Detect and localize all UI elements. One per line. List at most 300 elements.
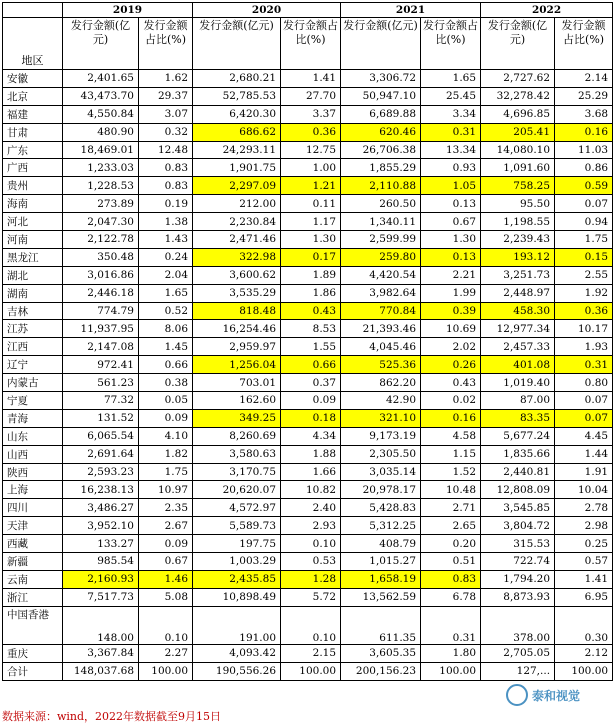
share-cell: 0.13 (421, 195, 481, 213)
amount-cell: 4,420.54 (341, 266, 421, 284)
amount-cell: 4,550.84 (63, 105, 139, 123)
amount-cell: 42.90 (341, 392, 421, 410)
amount-cell: 273.89 (63, 195, 139, 213)
table-row (3, 87, 613, 105)
amount-cell: 148,037.68 (63, 662, 139, 680)
amount-cell: 2,147.08 (63, 338, 139, 356)
amount-cell: 770.84 (341, 302, 421, 320)
share-cell: 3.37 (281, 105, 341, 123)
region-cell: 安徽 (3, 70, 63, 88)
watermark-logo-icon (506, 684, 528, 706)
share-cell: 0.86 (555, 159, 613, 177)
amount-cell: 11,937.95 (63, 320, 139, 338)
table-row (3, 499, 613, 517)
year-header-blank (3, 3, 63, 18)
region-cell: 甘肃 (3, 123, 63, 141)
region-cell: 江西 (3, 338, 63, 356)
amount-cell: 4,093.42 (193, 644, 281, 662)
amount-cell: 16,238.13 (63, 481, 139, 499)
amount-cell: 3,952.10 (63, 517, 139, 535)
share-cell: 1.86 (281, 284, 341, 302)
amount-cell: 3,804.72 (481, 517, 555, 535)
amount-cell: 561.23 (63, 374, 139, 392)
amount-cell: 2,305.50 (341, 445, 421, 463)
table-row (3, 266, 613, 284)
share-cell: 1.66 (281, 463, 341, 481)
amount-cell: 2,297.09 (193, 177, 281, 195)
share-cell: 4.10 (139, 427, 193, 445)
share-cell: 0.31 (421, 123, 481, 141)
amount-cell: 8,873.93 (481, 588, 555, 606)
share-cell: 0.43 (281, 302, 341, 320)
share-cell: 2.71 (421, 499, 481, 517)
amount-cell: 2,599.99 (341, 231, 421, 249)
share-cell: 1.05 (421, 177, 481, 195)
table-row (3, 320, 613, 338)
region-cell: 北京 (3, 87, 63, 105)
amount-cell: 21,393.46 (341, 320, 421, 338)
region-cell: 山西 (3, 445, 63, 463)
share-cell: 0.67 (421, 213, 481, 231)
share-cell: 0.37 (281, 374, 341, 392)
amount-cell: 620.46 (341, 123, 421, 141)
share-cell: 100.00 (421, 662, 481, 680)
share-cell: 1.21 (281, 177, 341, 195)
amount-cell: 12,808.09 (481, 481, 555, 499)
amount-cell: 774.79 (63, 302, 139, 320)
share-cell: 3.34 (421, 105, 481, 123)
share-cell: 1.43 (139, 231, 193, 249)
amount-cell: 4,572.97 (193, 499, 281, 517)
share-cell: 2.12 (555, 644, 613, 662)
share-cell: 1.75 (555, 231, 613, 249)
amount-cell: 350.48 (63, 248, 139, 266)
share-cell: 0.02 (421, 392, 481, 410)
share-cell: 10.48 (421, 481, 481, 499)
table-row (3, 284, 613, 302)
amount-cell: 148.00 (63, 606, 139, 644)
amount-cell: 1,855.29 (341, 159, 421, 177)
amount-cell: 1,835.66 (481, 445, 555, 463)
amount-cell: 2,435.85 (193, 570, 281, 588)
share-cell: 2.14 (555, 70, 613, 88)
region-cell: 内蒙古 (3, 374, 63, 392)
table-row (3, 445, 613, 463)
amount-cell: 200,156.23 (341, 662, 421, 680)
amount-cell: 818.48 (193, 302, 281, 320)
amount-cell: 5,589.73 (193, 517, 281, 535)
amount-cell: 3,035.14 (341, 463, 421, 481)
share-cell: 0.59 (555, 177, 613, 195)
amount-cell: 6,420.30 (193, 105, 281, 123)
region-cell: 上海 (3, 481, 63, 499)
amount-cell: 458.30 (481, 302, 555, 320)
share-cell: 0.83 (139, 177, 193, 195)
share-cell: 0.09 (281, 392, 341, 410)
amount-cell: 133.27 (63, 535, 139, 553)
region-cell: 陕西 (3, 463, 63, 481)
table-row (3, 553, 613, 571)
table-row (3, 105, 613, 123)
table-row (3, 177, 613, 195)
share-cell: 2.55 (555, 266, 613, 284)
table-row (3, 427, 613, 445)
share-cell: 1.55 (281, 338, 341, 356)
share-cell: 0.05 (139, 392, 193, 410)
amount-cell: 2,160.93 (63, 570, 139, 588)
amount-cell: 321.10 (341, 409, 421, 427)
region-cell: 广西 (3, 159, 63, 177)
amount-cell: 1,794.20 (481, 570, 555, 588)
share-header-2021: 发行金额占比(%) (421, 18, 481, 70)
amount-cell: 3,016.86 (63, 266, 139, 284)
share-cell: 0.26 (421, 356, 481, 374)
amount-cell: 2,110.88 (341, 177, 421, 195)
region-cell: 西藏 (3, 535, 63, 553)
region-cell: 青海 (3, 409, 63, 427)
share-cell: 2.02 (421, 338, 481, 356)
share-cell: 5.08 (139, 588, 193, 606)
share-cell: 0.09 (139, 409, 193, 427)
share-cell: 8.06 (139, 320, 193, 338)
table-row (3, 248, 613, 266)
table-row (3, 213, 613, 231)
share-cell: 0.10 (281, 606, 341, 644)
bond-issuance-table-wrapper (2, 2, 612, 681)
share-cell: 0.10 (139, 606, 193, 644)
amount-cell: 378.00 (481, 606, 555, 644)
share-cell: 0.17 (281, 248, 341, 266)
amount-cell: 6,689.88 (341, 105, 421, 123)
table-row (3, 195, 613, 213)
share-cell: 0.07 (555, 409, 613, 427)
share-cell: 27.70 (281, 87, 341, 105)
share-cell: 1.30 (421, 231, 481, 249)
share-cell: 1.41 (281, 70, 341, 88)
share-cell: 11.03 (555, 141, 613, 159)
amount-cell: 260.50 (341, 195, 421, 213)
watermark-text: 泰和视觉 (532, 688, 581, 703)
share-cell: 0.09 (139, 535, 193, 553)
share-cell: 0.20 (421, 535, 481, 553)
amount-cell: 95.50 (481, 195, 555, 213)
amount-cell: 3,535.29 (193, 284, 281, 302)
table-row (3, 481, 613, 499)
share-cell: 1.44 (555, 445, 613, 463)
amount-cell: 8,260.69 (193, 427, 281, 445)
table-row (3, 570, 613, 588)
amount-cell: 2,440.81 (481, 463, 555, 481)
amount-cell: 193.12 (481, 248, 555, 266)
share-cell: 25.45 (421, 87, 481, 105)
amount-cell: 349.25 (193, 409, 281, 427)
table-row (3, 392, 613, 410)
amount-cell: 2,448.97 (481, 284, 555, 302)
share-cell: 1.38 (139, 213, 193, 231)
amount-cell: 127,... (481, 662, 555, 680)
region-cell: 天津 (3, 517, 63, 535)
amount-cell: 722.74 (481, 553, 555, 571)
region-cell: 中国香港 (3, 606, 63, 644)
share-cell: 0.32 (139, 123, 193, 141)
region-cell: 江苏 (3, 320, 63, 338)
table-row (3, 409, 613, 427)
share-header-2022: 发行金额占比(%) (555, 18, 613, 70)
share-cell: 10.17 (555, 320, 613, 338)
amount-cell: 32,278.42 (481, 87, 555, 105)
table-row (3, 463, 613, 481)
region-cell: 山东 (3, 427, 63, 445)
watermark (506, 680, 612, 710)
amount-header-2019: 发行金额(亿元) (63, 18, 139, 70)
share-cell: 0.38 (139, 374, 193, 392)
amount-cell: 83.35 (481, 409, 555, 427)
amount-cell: 1,003.29 (193, 553, 281, 571)
region-cell: 浙江 (3, 588, 63, 606)
region-cell: 合计 (3, 662, 63, 680)
amount-cell: 2,680.21 (193, 70, 281, 88)
region-cell: 贵州 (3, 177, 63, 195)
share-cell: 2.65 (421, 517, 481, 535)
amount-cell: 862.20 (341, 374, 421, 392)
amount-cell: 2,959.97 (193, 338, 281, 356)
amount-cell: 3,545.85 (481, 499, 555, 517)
amount-cell: 1,658.19 (341, 570, 421, 588)
share-cell: 2.78 (555, 499, 613, 517)
region-cell: 广东 (3, 141, 63, 159)
amount-header-2021: 发行金额(亿元) (341, 18, 421, 70)
amount-cell: 2,401.65 (63, 70, 139, 88)
share-cell: 0.43 (421, 374, 481, 392)
share-cell: 12.75 (281, 141, 341, 159)
amount-cell: 7,517.73 (63, 588, 139, 606)
share-cell: 2.04 (139, 266, 193, 284)
share-cell: 6.95 (555, 588, 613, 606)
share-cell: 0.07 (555, 392, 613, 410)
amount-cell: 16,254.46 (193, 320, 281, 338)
amount-cell: 6,065.54 (63, 427, 139, 445)
share-cell: 1.17 (281, 213, 341, 231)
region-cell: 云南 (3, 570, 63, 588)
amount-cell: 5,312.25 (341, 517, 421, 535)
amount-cell: 1,256.04 (193, 356, 281, 374)
amount-cell: 9,173.19 (341, 427, 421, 445)
amount-cell: 3,580.63 (193, 445, 281, 463)
region-cell: 黑龙江 (3, 248, 63, 266)
share-cell: 1.65 (139, 284, 193, 302)
amount-cell: 1,228.53 (63, 177, 139, 195)
amount-cell: 77.32 (63, 392, 139, 410)
amount-cell: 26,706.38 (341, 141, 421, 159)
table-row (3, 662, 613, 680)
share-cell: 1.65 (421, 70, 481, 88)
amount-cell: 408.79 (341, 535, 421, 553)
table-row (3, 588, 613, 606)
share-cell: 1.46 (139, 570, 193, 588)
share-cell: 6.78 (421, 588, 481, 606)
share-cell: 1.82 (139, 445, 193, 463)
region-cell: 湖南 (3, 284, 63, 302)
table-row (3, 123, 613, 141)
amount-cell: 24,293.11 (193, 141, 281, 159)
amount-cell: 259.80 (341, 248, 421, 266)
amount-cell: 14,080.10 (481, 141, 555, 159)
share-cell: 1.62 (139, 70, 193, 88)
amount-cell: 2,593.23 (63, 463, 139, 481)
amount-cell: 686.62 (193, 123, 281, 141)
share-cell: 0.15 (555, 248, 613, 266)
share-cell: 1.80 (421, 644, 481, 662)
share-cell: 1.92 (555, 284, 613, 302)
amount-cell: 2,457.33 (481, 338, 555, 356)
amount-cell: 1,198.55 (481, 213, 555, 231)
share-cell: 0.53 (281, 553, 341, 571)
table-row (3, 302, 613, 320)
year-header-2020: 2020 (193, 3, 341, 18)
amount-header-2020: 发行金额(亿元) (193, 18, 281, 70)
share-cell: 4.45 (555, 427, 613, 445)
amount-cell: 2,122.78 (63, 231, 139, 249)
share-cell: 2.98 (555, 517, 613, 535)
table-row (3, 535, 613, 553)
share-cell: 0.16 (421, 409, 481, 427)
share-cell: 0.25 (555, 535, 613, 553)
amount-cell: 13,562.59 (341, 588, 421, 606)
table-row (3, 517, 613, 535)
region-cell: 海南 (3, 195, 63, 213)
table-row (3, 356, 613, 374)
share-cell: 1.41 (555, 570, 613, 588)
amount-cell: 5,428.83 (341, 499, 421, 517)
region-cell: 辽宁 (3, 356, 63, 374)
amount-cell: 480.90 (63, 123, 139, 141)
share-cell: 1.45 (139, 338, 193, 356)
table-row (3, 606, 613, 644)
amount-cell: 3,982.64 (341, 284, 421, 302)
share-cell: 0.94 (555, 213, 613, 231)
amount-cell: 10,898.49 (193, 588, 281, 606)
region-cell: 河北 (3, 213, 63, 231)
share-cell: 0.07 (555, 195, 613, 213)
region-cell: 新疆 (3, 553, 63, 571)
share-cell: 100.00 (281, 662, 341, 680)
share-cell: 1.30 (281, 231, 341, 249)
share-cell: 1.28 (281, 570, 341, 588)
amount-cell: 1,019.40 (481, 374, 555, 392)
year-header-row (3, 3, 613, 18)
share-cell: 0.80 (555, 374, 613, 392)
share-cell: 3.68 (555, 105, 613, 123)
share-header-2019: 发行金额占比(%) (139, 18, 193, 70)
share-cell: 2.15 (281, 644, 341, 662)
region-cell: 重庆 (3, 644, 63, 662)
region-cell: 四川 (3, 499, 63, 517)
share-cell: 13.34 (421, 141, 481, 159)
share-cell: 0.10 (281, 535, 341, 553)
share-cell: 12.48 (139, 141, 193, 159)
share-cell: 1.75 (139, 463, 193, 481)
share-cell: 2.35 (139, 499, 193, 517)
share-cell: 0.83 (421, 570, 481, 588)
share-cell: 10.04 (555, 481, 613, 499)
share-cell: 3.07 (139, 105, 193, 123)
amount-cell: 2,446.18 (63, 284, 139, 302)
amount-cell: 2,230.84 (193, 213, 281, 231)
share-cell: 0.30 (555, 606, 613, 644)
share-cell: 2.93 (281, 517, 341, 535)
amount-cell: 191.00 (193, 606, 281, 644)
region-cell: 吉林 (3, 302, 63, 320)
share-cell: 0.66 (281, 356, 341, 374)
amount-cell: 3,600.62 (193, 266, 281, 284)
share-cell: 0.36 (555, 302, 613, 320)
amount-cell: 2,047.30 (63, 213, 139, 231)
amount-cell: 972.41 (63, 356, 139, 374)
amount-cell: 401.08 (481, 356, 555, 374)
share-cell: 0.13 (421, 248, 481, 266)
amount-cell: 315.53 (481, 535, 555, 553)
share-cell: 1.91 (555, 463, 613, 481)
share-cell: 1.00 (281, 159, 341, 177)
share-cell: 0.83 (139, 159, 193, 177)
amount-cell: 3,367.84 (63, 644, 139, 662)
amount-cell: 3,605.35 (341, 644, 421, 662)
amount-cell: 212.00 (193, 195, 281, 213)
share-cell: 0.19 (139, 195, 193, 213)
amount-cell: 985.54 (63, 553, 139, 571)
amount-cell: 3,251.73 (481, 266, 555, 284)
amount-cell: 52,785.53 (193, 87, 281, 105)
amount-cell: 758.25 (481, 177, 555, 195)
region-cell: 宁夏 (3, 392, 63, 410)
share-cell: 4.58 (421, 427, 481, 445)
table-row (3, 231, 613, 249)
amount-header-2022: 发行金额(亿元) (481, 18, 555, 70)
share-cell: 0.16 (555, 123, 613, 141)
share-cell: 0.66 (139, 356, 193, 374)
share-cell: 0.31 (421, 606, 481, 644)
share-cell: 1.15 (421, 445, 481, 463)
amount-cell: 197.75 (193, 535, 281, 553)
share-cell: 0.52 (139, 302, 193, 320)
share-cell: 5.72 (281, 588, 341, 606)
share-cell: 2.40 (281, 499, 341, 517)
share-cell: 10.82 (281, 481, 341, 499)
share-cell: 0.93 (421, 159, 481, 177)
bond-issuance-table (2, 2, 613, 681)
share-header-2020: 发行金额占比(%) (281, 18, 341, 70)
share-cell: 2.67 (139, 517, 193, 535)
table-body (3, 70, 613, 681)
amount-cell: 1,233.03 (63, 159, 139, 177)
share-cell: 0.67 (139, 553, 193, 571)
share-cell: 2.27 (139, 644, 193, 662)
share-cell: 0.57 (555, 553, 613, 571)
amount-cell: 5,677.24 (481, 427, 555, 445)
share-cell: 1.99 (421, 284, 481, 302)
share-cell: 100.00 (139, 662, 193, 680)
table-row (3, 159, 613, 177)
share-cell: 100.00 (555, 662, 613, 680)
table-row (3, 70, 613, 88)
share-cell: 10.97 (139, 481, 193, 499)
share-cell: 2.21 (421, 266, 481, 284)
amount-cell: 1,340.11 (341, 213, 421, 231)
amount-cell: 611.35 (341, 606, 421, 644)
share-cell: 10.69 (421, 320, 481, 338)
amount-cell: 131.52 (63, 409, 139, 427)
table-row (3, 141, 613, 159)
